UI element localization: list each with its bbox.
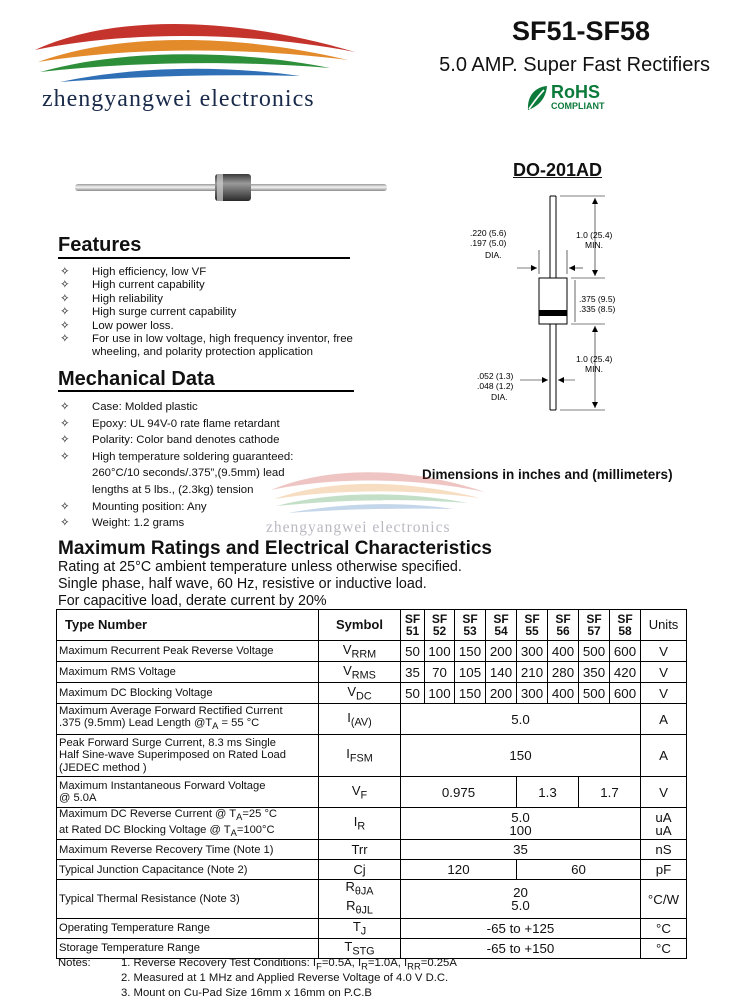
ratings-table xyxy=(56,609,687,959)
feature-item: ✧ High current capability xyxy=(60,279,205,292)
leaf-icon xyxy=(525,84,549,112)
col-units: Units xyxy=(641,610,687,641)
feature-item: ✧ Low power loss. xyxy=(60,319,174,332)
ratings-title: Maximum Ratings and Electrical Characteristics xyxy=(58,538,492,559)
features-heading: Features xyxy=(58,234,142,256)
table-row: Maximum RMS Voltage $V_{RMS}$ 35 70 105 140 210 280 350 420 V xyxy=(57,662,687,683)
mechanical-item: ✧ Polarity: Color band denotes cathode xyxy=(60,432,320,449)
symbol-cell: Cj xyxy=(319,860,401,880)
table-row: Maximum Recurrent Peak Reverse Voltage $V_{RRM}$ 50 100 150 200 300 400 500 600 V xyxy=(57,641,687,662)
mechanical-item: ✧ High temperature soldering guaranteed: 260°C/10 seconds/.375”,(9.5mm) lead lengths at 5 lbs., (2.3kg) tension xyxy=(60,450,294,496)
table-row: Maximum Reverse Recovery Time (Note 1) Trr 35 nS xyxy=(57,840,687,860)
mechanical-item: ✧ Mounting position: Any xyxy=(60,499,320,516)
note-1: 1. Reverse Recovery Test Conditions: $I_F=0.5A$, $I_R=1.0A$, $I_{RR}=0.25A$ xyxy=(121,957,457,972)
symbol-cell: $V_F$ xyxy=(319,777,401,808)
symbol-cell: $T_J$ xyxy=(319,918,401,938)
dim-lead-top-2: MIN. xyxy=(585,240,603,250)
col-part: SF 57 xyxy=(579,610,610,641)
watermark-swoosh xyxy=(268,462,488,518)
col-part: SF 51 xyxy=(401,610,425,641)
bullet-icon: ✧ xyxy=(60,306,70,319)
rohs-badge xyxy=(525,82,620,114)
col-type-number: Type Number xyxy=(57,610,319,641)
symbol-cell: Trr xyxy=(319,840,401,860)
part-range-title: SF51-SF58 xyxy=(511,16,650,46)
dim-lead-dia-2: .048 (1.2) xyxy=(477,381,514,391)
ratings-line: For capacitive load, derate current by 20% xyxy=(58,593,327,609)
dim-lead-dia-label: DIA. xyxy=(491,392,508,402)
watermark-text: zhengyangwei electronics xyxy=(266,519,451,536)
package-outline-drawing xyxy=(465,188,650,418)
features-list xyxy=(60,266,390,360)
mechanical-item: ✧ Case: Molded plastic xyxy=(60,399,320,416)
bullet-icon: ✧ xyxy=(60,434,70,447)
dim-body-dia-label: DIA. xyxy=(485,250,502,260)
table-row: Typical Junction Capacitance (Note 2) Cj 120 60 pF xyxy=(57,860,687,880)
col-part: SF 56 xyxy=(548,610,579,641)
feature-item: ✧ High efficiency, low VF xyxy=(60,266,207,278)
col-part: SF 58 xyxy=(610,610,641,641)
bullet-icon: ✧ xyxy=(60,279,70,292)
bullet-icon: ✧ xyxy=(60,417,70,430)
rohs-compliant-label: COMPLIANT xyxy=(551,101,605,111)
ratings-line: Rating at 25°C ambient temperature unless otherwise specified. xyxy=(58,559,462,575)
dim-lead-top-1: 1.0 (25.4) xyxy=(576,230,613,240)
symbol-cell: $I_{(AV)}$ xyxy=(319,704,401,735)
bullet-icon: ✧ xyxy=(60,401,70,413)
symbol-cell: $I_R$ xyxy=(319,808,401,840)
bullet-icon: ✧ xyxy=(60,319,70,332)
dim-body-dia-2: .197 (5.0) xyxy=(470,238,507,248)
symbol-cell: $T_{STG}$ xyxy=(319,938,401,958)
table-row: Storage Temperature Range $T_{STG}$ -65 to +150 °C xyxy=(57,938,687,958)
package-name: DO-201AD xyxy=(513,160,603,180)
col-part: SF 54 xyxy=(486,610,517,641)
product-subtitle: 5.0 AMP. Super Fast Rectifiers xyxy=(439,54,710,76)
notes xyxy=(58,955,618,1003)
bullet-icon: ✧ xyxy=(60,450,70,463)
mechanical-underline xyxy=(58,390,354,392)
brand-name: zhengyangwei electronics xyxy=(42,86,315,112)
symbol-cell: $R_{\theta JA}$ $R_{\theta JL}$ xyxy=(319,880,401,918)
dim-body-dia-1: .220 (5.6) xyxy=(470,228,507,238)
table-row: Typical Thermal Resistance (Note 3) $R_{\theta JA}$ $R_{\theta JL}$ 20 5.0 °C/W xyxy=(57,880,687,918)
table-row: Operating Temperature Range $T_J$ -65 to +125 °C xyxy=(57,918,687,938)
col-part: SF 52 xyxy=(425,610,455,641)
diode-photo xyxy=(75,170,387,206)
bullet-icon: ✧ xyxy=(60,292,70,305)
bullet-icon: ✧ xyxy=(60,517,70,530)
col-part: SF 53 xyxy=(455,610,486,641)
dimension-note: Dimensions in inches and (millimeters) xyxy=(422,467,673,482)
col-symbol: Symbol xyxy=(319,610,401,641)
table-row: Peak Forward Surge Current, 8.3 ms Single Half Sine-wave Superimposed on Rated Load (JEDEC method ) $I_{FSM}$ 150 A xyxy=(57,735,687,777)
symbol-cell: $I_{FSM}$ xyxy=(319,735,401,777)
symbol-cell: $V_{DC}$ xyxy=(319,683,401,704)
symbol-cell: $V_{RRM}$ xyxy=(319,641,401,662)
notes-label: Notes: xyxy=(58,957,91,969)
mechanical-item: ✧ Epoxy: UL 94V-0 rate flame retardant xyxy=(60,416,320,433)
ratings-line: Single phase, half wave, 60 Hz, resistive or inductive load. xyxy=(58,576,427,592)
rohs-label: RoHS xyxy=(551,82,600,102)
table-row: Maximum DC Reverse Current @ $T_A=25$ °C at Rated DC Blocking Voltage @ $T_A=100^\circ C$ $I_R$ 5.0 100 uA uA xyxy=(57,808,687,840)
dim-lead-dia-1: .052 (1.3) xyxy=(477,371,514,381)
bullet-icon: ✧ xyxy=(60,333,70,346)
dim-body-len-2: .335 (8.5) xyxy=(579,304,616,314)
dim-lead-bot-2: MIN. xyxy=(585,364,603,374)
dim-body-len-1: .375 (9.5) xyxy=(579,294,616,304)
table-row: Maximum Instantaneous Forward Voltage @ 5.0A $V_F$ 0.975 1.3 1.7 V xyxy=(57,777,687,808)
bullet-icon: ✧ xyxy=(60,500,70,513)
table-row: Maximum Average Forward Rectified Current .375 (9.5mm) Lead Length $@T_A = 55$ °C $I_{(AV)}$ 5.0 A xyxy=(57,704,687,735)
feature-item: ✧ For use in low voltage, high frequency inventor, free wheeling, and polarity protection application xyxy=(60,333,353,359)
bullet-icon: ✧ xyxy=(60,266,70,278)
mechanical-heading: Mechanical Data xyxy=(58,368,215,390)
brand-logo-swoosh xyxy=(30,10,360,90)
note-2: 2. Measured at 1 MHz and Applied Reverse Voltage of 4.0 V D.C. xyxy=(121,972,449,984)
feature-item: ✧ High reliability xyxy=(60,292,163,305)
symbol-cell: $V_{RMS}$ xyxy=(319,662,401,683)
dim-lead-bot-1: 1.0 (25.4) xyxy=(576,354,613,364)
table-header-row xyxy=(57,610,687,641)
table-row: Maximum DC Blocking Voltage $V_{DC}$ 50 100 150 200 300 400 500 600 V xyxy=(57,683,687,704)
features-underline xyxy=(58,257,350,259)
col-part: SF 55 xyxy=(517,610,548,641)
note-3: 3. Mount on Cu-Pad Size 16mm x 16mm on P.C.B xyxy=(121,987,372,999)
feature-item: ✧ High surge current capability xyxy=(60,306,237,319)
mechanical-item: ✧ Weight: 1.2 grams xyxy=(60,515,320,532)
